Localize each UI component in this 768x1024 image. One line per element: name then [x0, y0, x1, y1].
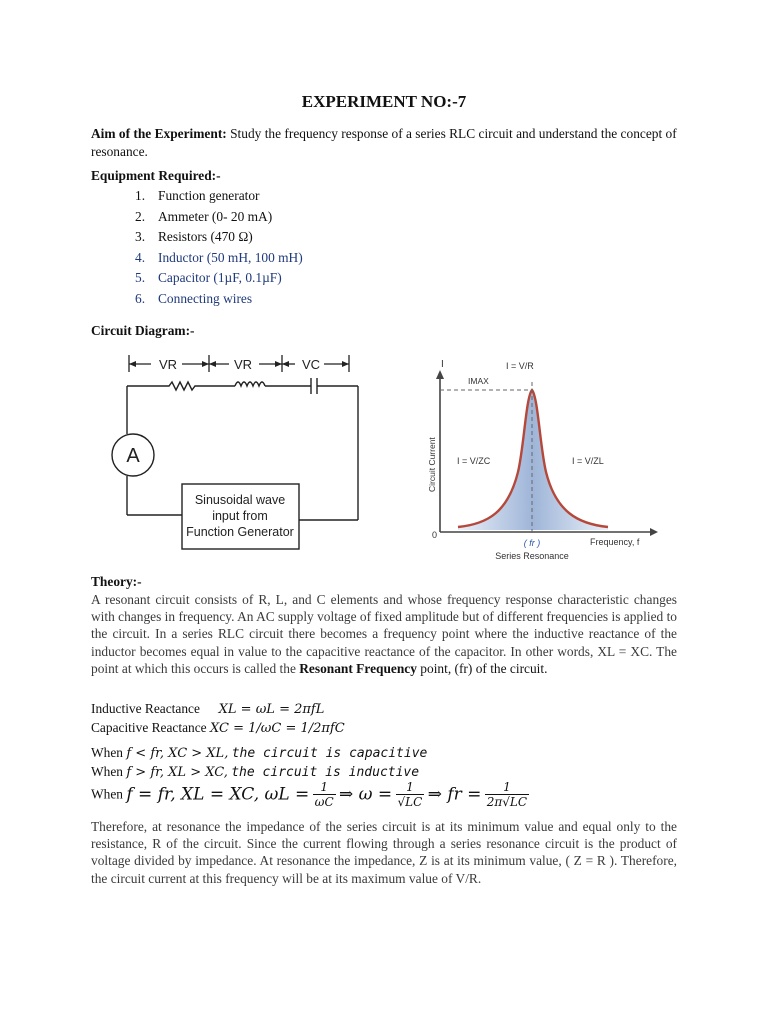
- list-item: 6. Connecting wires: [135, 290, 253, 306]
- resonance-equation-row: When f = fr, XL = XC, ωL = $\frac{1}{\omega C}$ ⇒ ω = $\frac{1}{√LC}$ ⇒ fr = $\frac{1}{2\pi√LC}$: [91, 780, 528, 809]
- page-title: EXPERIMENT NO:-7: [301, 92, 467, 111]
- ammeter-label: A: [126, 445, 140, 467]
- equipment-list: [135, 186, 303, 309]
- list-item: 5. Capacitor (1µF, 0.1µF): [135, 270, 282, 285]
- imax-label: IMAX: [468, 376, 489, 386]
- resistor-symbol: [127, 382, 235, 390]
- aim-label: Aim of the Experiment:: [91, 126, 227, 141]
- theory-paragraph-2: Therefore, at resonance the impedance of the series circuit is at its minimum value and equal only to the resistance, R of the circuit. Since the current flowing through a series resonance circuit is the product of voltage divided by impedance. At resonance the impedance, Z is at its minimum value, ( Z = R ). Therefore, the circuit current at this frequency will be at its maximum value of V/R.: [91, 819, 677, 886]
- capacitive-reactance-row: Capacitive Reactance XC = 1/ωC = 1/2πfC: [91, 720, 345, 736]
- when-inductive-row: When f > fr, XL > XC, the circuit is inductive: [91, 764, 420, 780]
- fr-label: ( fr ): [523, 538, 541, 548]
- inductive-equation: XL = ωL = 2πfL: [218, 702, 325, 717]
- label-vr1: VR: [159, 357, 178, 372]
- label-vc: VC: [302, 357, 321, 372]
- circuit-diagram: [105, 352, 370, 557]
- inductor-symbol: [235, 382, 265, 386]
- aim-paragraph: [91, 125, 681, 161]
- list-item: 3. Resistors (470 Ω): [135, 229, 253, 244]
- source-line2: input from: [212, 509, 268, 523]
- peak-label: I = V/R: [506, 361, 534, 371]
- fraction-1-over-root-lc: $\frac{1}{√LC}$: [397, 780, 423, 809]
- right-label: I = V/ZL: [572, 456, 604, 466]
- fraction-1-over-omega-c: $\frac{1}{\omega C}$: [314, 780, 334, 809]
- inductive-reactance-row: Inductive Reactance XL = ωL = 2πfL: [91, 701, 325, 717]
- x-axis-label: Frequency, f: [590, 537, 640, 547]
- list-item: 1. Function generator: [135, 188, 260, 203]
- origin-label: 0: [432, 530, 438, 540]
- series-resonance-label: Series Resonance: [495, 551, 569, 561]
- circuit-heading: Circuit Diagram:-: [91, 323, 195, 338]
- capacitive-equation: XC = 1/ωC = 1/2πfC: [209, 721, 345, 736]
- when-capacitive-row: When f < fr, XC > XL, the circuit is capacitive: [91, 745, 428, 761]
- equipment-heading: Equipment Required:-: [91, 168, 221, 183]
- y-axis-letter: I: [441, 359, 444, 370]
- fraction-resonant-frequency: $\frac{1}{2\pi√LC}$: [486, 780, 528, 809]
- resonance-graph: [418, 352, 663, 564]
- list-item: 4. Inductor (50 mH, 100 mH): [135, 249, 303, 265]
- label-vr2: VR: [234, 357, 253, 372]
- y-axis-label: Circuit Current: [427, 437, 437, 492]
- source-line3: Function Generator: [186, 525, 294, 539]
- aim-text: Study the frequency response of a series RLC circuit and understand the concept of resonance.: [91, 126, 677, 159]
- left-label: I = V/ZC: [457, 456, 491, 466]
- source-line1: Sinusoidal wave: [194, 493, 286, 507]
- theory-heading: Theory:-: [91, 574, 142, 589]
- list-item: 2. Ammeter (0- 20 mA): [135, 208, 273, 224]
- theory-paragraph-1: A resonant circuit consists of R, L, and C elements and whose frequency response characteristic changes with changes in frequency. An AC supply voltage of fixed amplitude but of different frequencies is applied to the circuit. In a series RLC circuit there becomes a frequency point where the inductive reactance of the inductor becomes equal in value to the capacitive reactance of the capacitor. In other words, XL = XC. The point at which this occurs is called the Resonant Frequency point, (fr) of the circuit.: [91, 592, 677, 676]
- resonant-frequency-term: Resonant Frequency: [299, 660, 417, 676]
